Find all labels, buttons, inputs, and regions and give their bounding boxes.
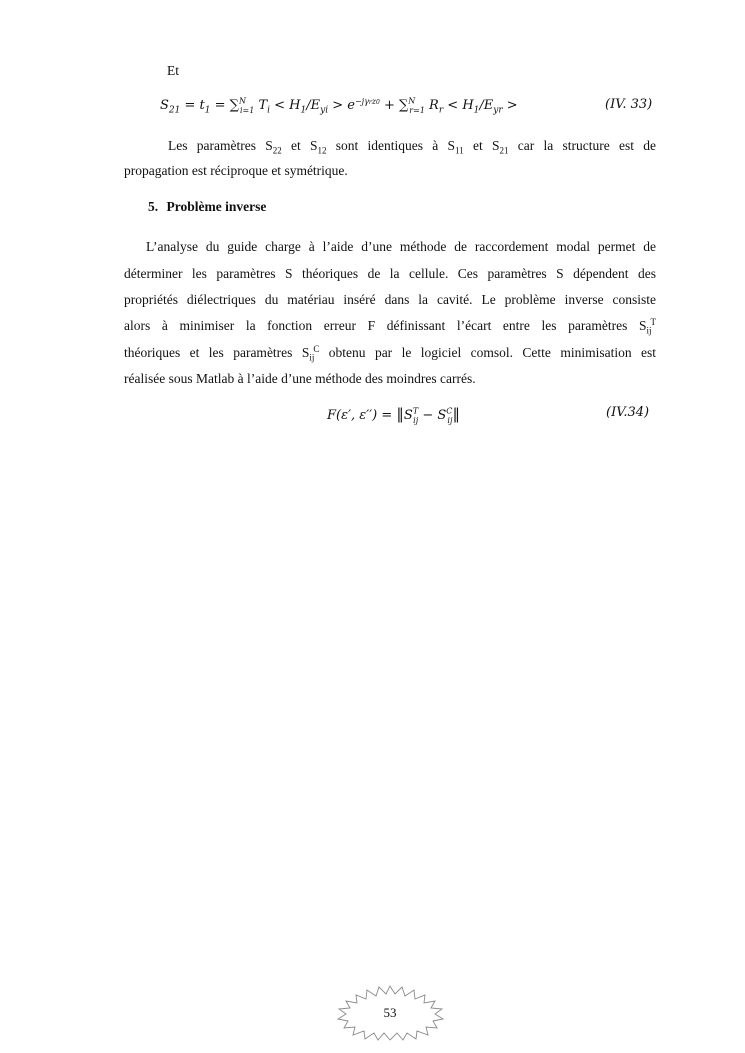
- page-number: 53: [383, 1005, 397, 1020]
- equation-iv33: $S_{21} = t_1 = \sum^N_{i=1}$ $T_i < H_1/E_{yi} > e^{-j\gamma rz0} + \sum^N_{r=1}$ $R_r < H_1/E_{yr}$ >: [160, 96, 518, 116]
- equation-iv34: F(ε′, $\varepsilon'') = ‖S^T_{ij}$ − $S^C_{ij}‖$: [327, 405, 460, 425]
- section-title: Problème inverse: [166, 199, 267, 214]
- page-number-badge: [336, 984, 444, 1042]
- paragraph-reciprocity-line2: propagation est réciproque et symétrique.: [124, 163, 348, 178]
- equation-iv34-number: (IV.34): [606, 405, 650, 420]
- paragraph-inverse-line3: propriétés diélectriques du matériau inséré dans la cavité. Le problème inverse consiste: [124, 292, 656, 307]
- paragraph-reciprocity-line1: Les paramètres $S_{22}$ et $S_{12}$ sont identiques à $S_{11}$ et $S_{21}$ car la structure est de: [168, 138, 656, 156]
- paragraph-inverse-line2: déterminer les paramètres S théoriques de la cellule. Ces paramètres S dépendent des: [124, 266, 656, 281]
- section-number: 5.: [148, 199, 159, 214]
- paragraph-inverse-line4: alors à minimiser la fonction erreur F définissant l’écart entre les paramètres $S_{ij}^T$: [124, 316, 656, 336]
- paragraph-inverse-line6: réalisée sous Matlab à l’aide d’une méthode des moindres carrés.: [124, 371, 476, 386]
- section-heading: [148, 198, 266, 216]
- paragraph-inverse-line5: théoriques et les paramètres $S_{ij}^C$ obtenu par le logiciel comsol. Cette minimisation est: [124, 343, 656, 363]
- intro-word: Et: [167, 63, 179, 78]
- equation-iv33-number: (IV. 33): [605, 97, 653, 112]
- paragraph-inverse-line1: L’analyse du guide charge à l’aide d’une méthode de raccordement modal permet de: [146, 239, 656, 254]
